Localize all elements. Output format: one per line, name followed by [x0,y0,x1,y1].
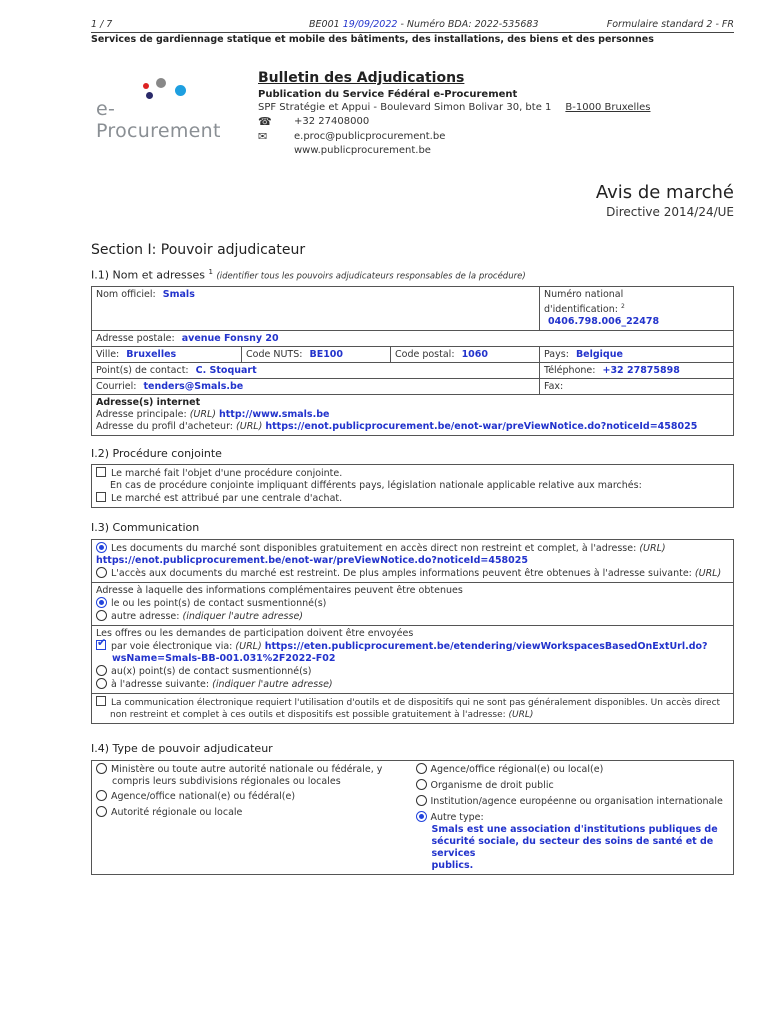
national-id: 0406.798.006_22478 [548,316,660,328]
national-id-cell: Numéro national d'identification: $^2$ 0406.798.006_22478 [540,287,734,331]
send-url-link[interactable]: https://eten.publicprocurement.be/etendering/viewWorkspacesBasedOnExtUrl.do? [264,641,708,652]
country-cell: Pays: Belgique [540,347,734,363]
i1-table [91,286,734,436]
i3-table: Les documents du marché sont disponibles gratuitement en accès direct non restreint et complet, à l'adresse: (URL) https://enot.publicprocurement.be/enot-war/preViewNotice.do?noticeId=458025 L'accès aux documents du marché est restreint. De plus amples informations peuvent être obtenues à l'adresse suivante: (URL) Adresse à laquelle des informations complémentaires peuvent être obtenues le ou les point(s) de contact susmentionné(s) autre adresse: (indiquer l'autre adresse) Les offres ou les demandes de participation doivent être envoyées ✔par voie électronique via: (URL) https://eten.publicprocurement.be/etendering/viewWorkspacesBasedOnExtUrl.do? wsName=Smals-BB-001.031%2F2022-F02 au(x) point(s) de contact susmentionné(s) à l'adresse suivante: (indiquer l'autre adresse) La communication électronique requiert l'utilisation d'outils et de dispositifs qui ne sont pas généralement disponibles. Un accès direct non restreint et complet à ces outils et dispositifs est possible gratuitement à l'adresse: (URL) [91,539,734,724]
i3-heading: I.3) Communication [91,521,200,534]
phone-cell: Téléphone: +32 27875898 [540,363,734,379]
type-public-body-radio[interactable] [416,779,427,790]
contact-phone: +32 27875898 [602,365,680,377]
send-other-radio[interactable] [96,678,107,689]
docs-free-radio[interactable] [96,542,107,553]
other-type-value: Smals est une association d'institutions publiques de [431,824,718,835]
type-national-agency-radio[interactable] [96,790,107,801]
buyer-profile-link[interactable]: https://enot.publicprocurement.be/enot-war/preViewNotice.do?noticeId=458025 [265,421,698,433]
bulletin-block [258,70,650,156]
bulletin-title: Bulletin des Adjudications [258,70,465,86]
logo-dot-blue [175,85,186,96]
page-number: 1 / 7 [91,19,113,30]
notice-directive: Directive 2014/24/UE [606,205,734,219]
i2-heading: I.2) Procédure conjointe [91,447,222,460]
fax-cell: Fax: [540,379,734,395]
postcode-cell: Code postal: 1060 [391,347,540,363]
nuts-code: BE100 [309,349,344,361]
official-name-cell: Nom officiel: Smals [92,287,540,331]
page-header-line [91,19,734,31]
bulletin-address: SPF Stratégie et Appui - Boulevard Simon Bolivar 30, bte 1 B-1000 Bruxelles [258,102,651,113]
contact-cell: Point(s) de contact: C. Stoquart [92,363,540,379]
joint-procedure-checkbox[interactable] [96,467,106,477]
notice-heading [596,182,734,219]
logo-dot-grey [156,78,166,88]
logo-text: e-Procurement [96,98,221,142]
type-eu-institution-radio[interactable] [416,795,427,806]
i1-heading: I.1) Nom et adresses $^1$ (identifier tous les pouvoirs adjudicateurs responsables de la procédure) [91,268,526,282]
info-other-radio[interactable] [96,610,107,621]
i4-table: Ministère ou toute autre autorité nationale ou fédérale, y compris leurs subdivisions régionales ou locales Agence/office national(e) ou fédéral(e) Autorité régionale ou locale Agence/office régional(e) ou local(e) Organisme de droit public Institution/agence européenne ou organisation internationale Autre type: Smals est une association d'institutions publiques de sécurité sociale, du secteur des soins de santé et de services publics. [91,760,734,875]
i4-heading: I.4) Type de pouvoir adjudicateur [91,742,273,755]
logo-dot-red [143,83,149,89]
country: Belgique [575,349,623,361]
info-contact-radio[interactable] [96,597,107,608]
bulletin-phone: +32 27408000 [294,116,370,127]
docs-restricted-radio[interactable] [96,567,107,578]
email-cell: Courriel: tenders@Smals.be [92,379,540,395]
notice-reference: BE001 19/09/2022 - Numéro BDA: 2022-535683 [309,19,539,30]
contact-point: C. Stoquart [195,365,257,377]
city-cell: Ville: Bruxelles [92,347,242,363]
official-name: Smals [162,289,195,300]
type-other-radio[interactable] [416,811,427,822]
type-ministry-radio[interactable] [96,763,107,774]
envelope-icon: ✉ [258,130,268,143]
type-regional-agency-radio[interactable] [416,763,427,774]
contact-email[interactable]: tenders@Smals.be [143,381,244,393]
internet-cell: Adresse(s) internet Adresse principale: (URL) http://www.smals.be Adresse du profil d'acheteur: (URL) https://enot.publicprocurement.be/enot-war/preViewNotice.do?noticeId=458025 [92,395,734,436]
notice-date: 19/09/2022 [342,19,398,30]
send-electronic-checkbox[interactable] [96,640,106,650]
notice-title: Avis de marché [595,182,734,203]
postal-address: avenue Fonsny 20 [181,333,279,345]
bulletin-publisher: Publication du Service Fédéral e-Procurement [258,89,518,100]
postal-address-cell: Adresse postale: avenue Fonsny 20 [92,331,734,347]
section-title: Section I: Pouvoir adjudicateur [91,242,306,258]
type-regional-authority-radio[interactable] [96,806,107,817]
form-type: Formulaire standard 2 - FR [606,19,734,30]
postcode: 1060 [461,349,489,361]
bulletin-web[interactable]: www.publicprocurement.be [294,145,431,156]
i2-table: Le marché fait l'objet d'une procédure conjointe. En cas de procédure conjointe impliquant différents pays, législation nationale applicable relative aux marchés: Le marché est attribué par une centrale d'achat. [91,464,734,508]
bulletin-city: B-1000 Bruxelles [565,102,651,113]
central-purchasing-checkbox[interactable] [96,492,106,502]
bulletin-email[interactable]: e.proc@publicprocurement.be [294,131,446,142]
docs-url-link[interactable]: https://enot.publicprocurement.be/enot-war/preViewNotice.do?noticeId=458025 [96,555,528,566]
eprocurement-logo [96,78,221,142]
send-contact-radio[interactable] [96,665,107,676]
main-address-link[interactable]: http://www.smals.be [219,409,330,421]
city: Bruxelles [126,349,177,361]
nuts-cell: Code NUTS: BE100 [242,347,391,363]
electronic-tools-checkbox[interactable] [96,696,106,706]
contract-subtitle: Services de gardiennage statique et mobile des bâtiments, des installations, des biens et des personnes [91,32,734,45]
phone-icon: ☎ [258,115,272,128]
